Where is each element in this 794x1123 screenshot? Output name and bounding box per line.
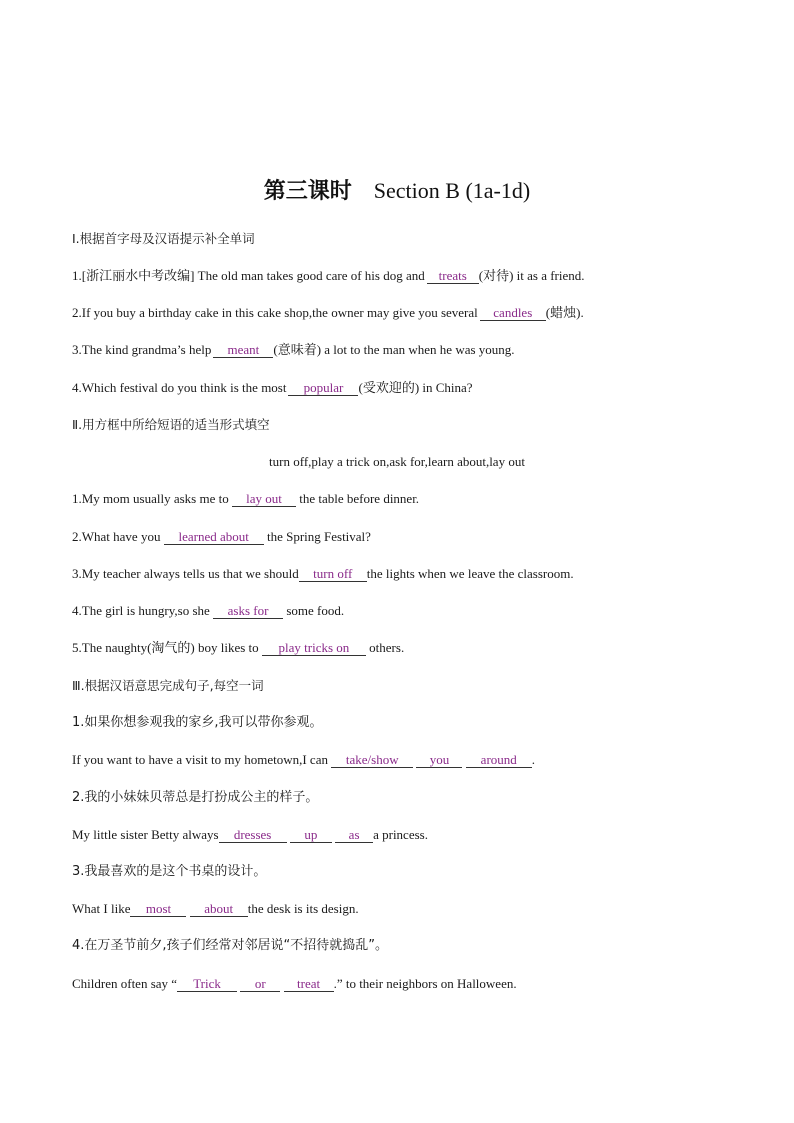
s3-q2: My little sister Betty always dresses up as a princess.: [72, 827, 428, 842]
page-title: [0, 176, 794, 207]
s2-q2: 2.What have you learned about the Spring Festival?: [72, 529, 371, 544]
s3-q3-answer-2: about: [190, 902, 248, 917]
section-1-heading: Ⅰ.根据首字母及汉语提示补全单词: [72, 231, 255, 246]
section-2-heading: Ⅱ.用方框中所给短语的适当形式填空: [72, 417, 270, 432]
s3-q2-answer-1: dresses: [219, 828, 287, 843]
s1-q3: 3.The kind grandma’s help meant (意味着) a lot to the man when he was young.: [72, 342, 515, 357]
s1-q3-answer: meant: [213, 343, 273, 358]
s2-q4-answer: asks for: [213, 604, 283, 619]
s3-q4-chinese: 4.在万圣节前夕,孩子们经常对邻居说“不招待就捣乱”。: [72, 938, 389, 953]
s2-q4: 4.The girl is hungry,so she asks for some food.: [72, 603, 345, 618]
s3-q1-answer-3: around: [466, 753, 532, 768]
section-3-heading: Ⅲ.根据汉语意思完成句子,每空一词: [72, 678, 264, 693]
s3-q1-chinese: 1.如果你想参观我的家乡,我可以带你参观。: [72, 715, 323, 730]
phrase-box: turn off,play a trick on,ask for,learn about,lay out: [269, 454, 525, 469]
s2-q3: 3.My teacher always tells us that we should turn off the lights when we leave the classroom.: [72, 566, 574, 581]
s3-q4: Children often say “ Trick or treat .” to their neighbors on Halloween.: [72, 976, 517, 991]
s3-q1-answer-2: you: [416, 753, 462, 768]
s3-q1-answer-1: take/show: [331, 753, 413, 768]
s1-q2-answer: candles: [480, 306, 546, 321]
s3-q2-answer-3: as: [335, 828, 373, 843]
s2-q1-answer: lay out: [232, 492, 296, 507]
s3-q4-answer-2: or: [240, 977, 280, 992]
s1-q2: 2.If you buy a birthday cake in this cake shop,the owner may give you several candles (蜡烛).: [72, 305, 584, 320]
s3-q4-answer-1: Trick: [177, 977, 237, 992]
s3-q1: If you want to have a visit to my hometown,I can take/show you around .: [72, 752, 535, 767]
s3-q3-answer-1: most: [130, 902, 186, 917]
s1-q1: 1.[浙江丽水中考改编] The old man takes good care of his dog and treats (对待) it as a friend.: [72, 268, 585, 283]
s1-q1-answer: treats: [427, 269, 479, 284]
s1-q4-answer: popular: [288, 381, 358, 396]
s3-q3: What I like most about the desk is its design.: [72, 901, 359, 916]
title-section: Section B (1a-1d): [373, 178, 531, 203]
s2-q5-answer: play tricks on: [262, 641, 366, 656]
s2-q2-answer: learned about: [164, 530, 264, 545]
s2-q5: 5.The naughty(淘气的) boy likes to play tricks on others.: [72, 640, 405, 655]
s1-q4: 4.Which festival do you think is the most popular (受欢迎的) in China?: [72, 380, 473, 395]
s2-q1: 1.My mom usually asks me to lay out the table before dinner.: [72, 491, 420, 506]
s3-q2-answer-2: up: [290, 828, 332, 843]
s3-q2-chinese: 2.我的小妹妹贝蒂总是打扮成公主的样子。: [72, 790, 319, 805]
s3-q4-answer-3: treat: [284, 977, 334, 992]
s3-q3-chinese: 3.我最喜欢的是这个书桌的设计。: [72, 864, 267, 879]
s2-q3-answer: turn off: [299, 567, 367, 582]
title-lesson: 第三课时: [263, 179, 352, 204]
